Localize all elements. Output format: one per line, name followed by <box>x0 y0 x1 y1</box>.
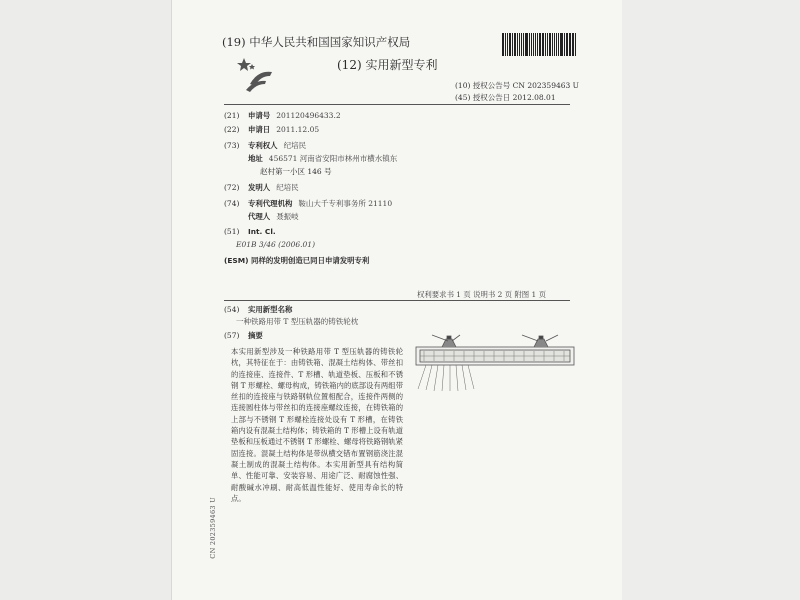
inventor-field <box>224 182 299 193</box>
field-label: 申请号 <box>248 111 271 120</box>
field-code: (22) <box>224 125 240 134</box>
patent-drawing <box>412 333 580 395</box>
agency-field <box>224 198 392 209</box>
field-label: 地址 <box>248 154 263 163</box>
publication-number: (10) 授权公告号 CN 202359463 U <box>455 81 579 90</box>
field-value: 鞍山大千专利事务所 21110 <box>298 199 393 208</box>
field-label: Int. Cl. <box>248 227 276 236</box>
publication-date: (45) 授权公告日 2012.08.01 <box>455 93 556 102</box>
field-value: 456571 河南省安阳市林州市横水镇东 <box>268 154 398 163</box>
field-label: 实用新型名称 <box>248 305 293 314</box>
utility-model-title: 一种铁路用带 T 型压轨器的铸铁轮枕 <box>236 317 359 326</box>
field-label: 发明人 <box>248 183 271 192</box>
field-value: 201120496433.2 <box>276 111 341 120</box>
scan-right-margin <box>622 0 800 600</box>
field-label: 专利权人 <box>248 141 278 150</box>
field-label: 专利代理机构 <box>248 199 293 208</box>
field-value: 2011.12.05 <box>276 125 320 134</box>
application-number-field <box>224 110 341 121</box>
patentee-field <box>224 140 306 151</box>
scan-left-margin <box>0 0 171 600</box>
address-line-2: 赵村第一小区 146 号 <box>260 167 332 176</box>
field-code: (51) <box>224 227 240 236</box>
utility-model-title-heading <box>224 304 292 315</box>
int-cl-field <box>224 227 276 236</box>
field-label: 代理人 <box>248 212 271 221</box>
sipo-emblem-icon <box>236 54 276 94</box>
address-field <box>224 153 397 164</box>
field-value: 聂振岐 <box>276 212 299 221</box>
field-code: (54) <box>224 305 240 314</box>
agent-field <box>224 211 299 222</box>
esm-note: (ESM) 同样的发明创造已同日申请发明专利 <box>224 256 370 265</box>
section-divider <box>224 300 570 301</box>
field-value: 纪培民 <box>283 141 307 150</box>
field-code: (57) <box>224 331 240 340</box>
side-publication-number: CN 202359463 U <box>209 497 217 559</box>
int-cl-value: E01B 3/46 (2006.01) <box>236 240 316 249</box>
field-label: 摘要 <box>248 331 263 340</box>
abstract-heading <box>224 330 263 341</box>
document-type: (12) 实用新型专利 <box>337 58 438 72</box>
application-date-field <box>224 124 319 135</box>
page-count-info: 权利要求书 1 页 说明书 2 页 附图 1 页 <box>417 290 546 299</box>
issuing-authority: (19) 中华人民共和国国家知识产权局 <box>222 35 411 49</box>
field-label: 申请日 <box>248 125 271 134</box>
abstract-text: 本实用新型涉及一种铁路用带 T 型压轨器的铸铁轮枕，其特征在于：由铸铁箱、混凝土结构体、带丝扣的连接座、连接件、T 形槽、轨道垫板、压板和不锈钢 T 形螺栓、螺母构成，铸铁箱内的底部设有两组带丝扣的连接座与铁路钢轨位置相配合，连接件两侧的连接圆柱体与带丝扣的连接座螺纹连接，在铸铁箱的上部与不锈钢 T 形螺栓连接处设有 T 形槽，在铸铁箱内设有混凝土结构体；铸铁箱的 T 形槽上设有轨道垫板和压板通过不锈钢 T 形螺栓、螺母将铁路钢轨紧固连接。混凝土结构体是带纵横交错布置钢筋浇注混凝土制成的混凝土结构体。本实用新型具有结构简单、性能可靠、安装容易、用途广泛、耐腐蚀性强、耐酸碱水冲刷、耐高低温性能好、使用寿命长的特点。 <box>231 347 403 503</box>
field-code: (74) <box>224 199 240 208</box>
header-divider <box>224 104 570 105</box>
field-code: (72) <box>224 183 240 192</box>
field-code: (21) <box>224 111 240 120</box>
barcode-icon <box>502 33 577 56</box>
field-code: (73) <box>224 141 240 150</box>
field-value: 纪培民 <box>276 183 299 192</box>
